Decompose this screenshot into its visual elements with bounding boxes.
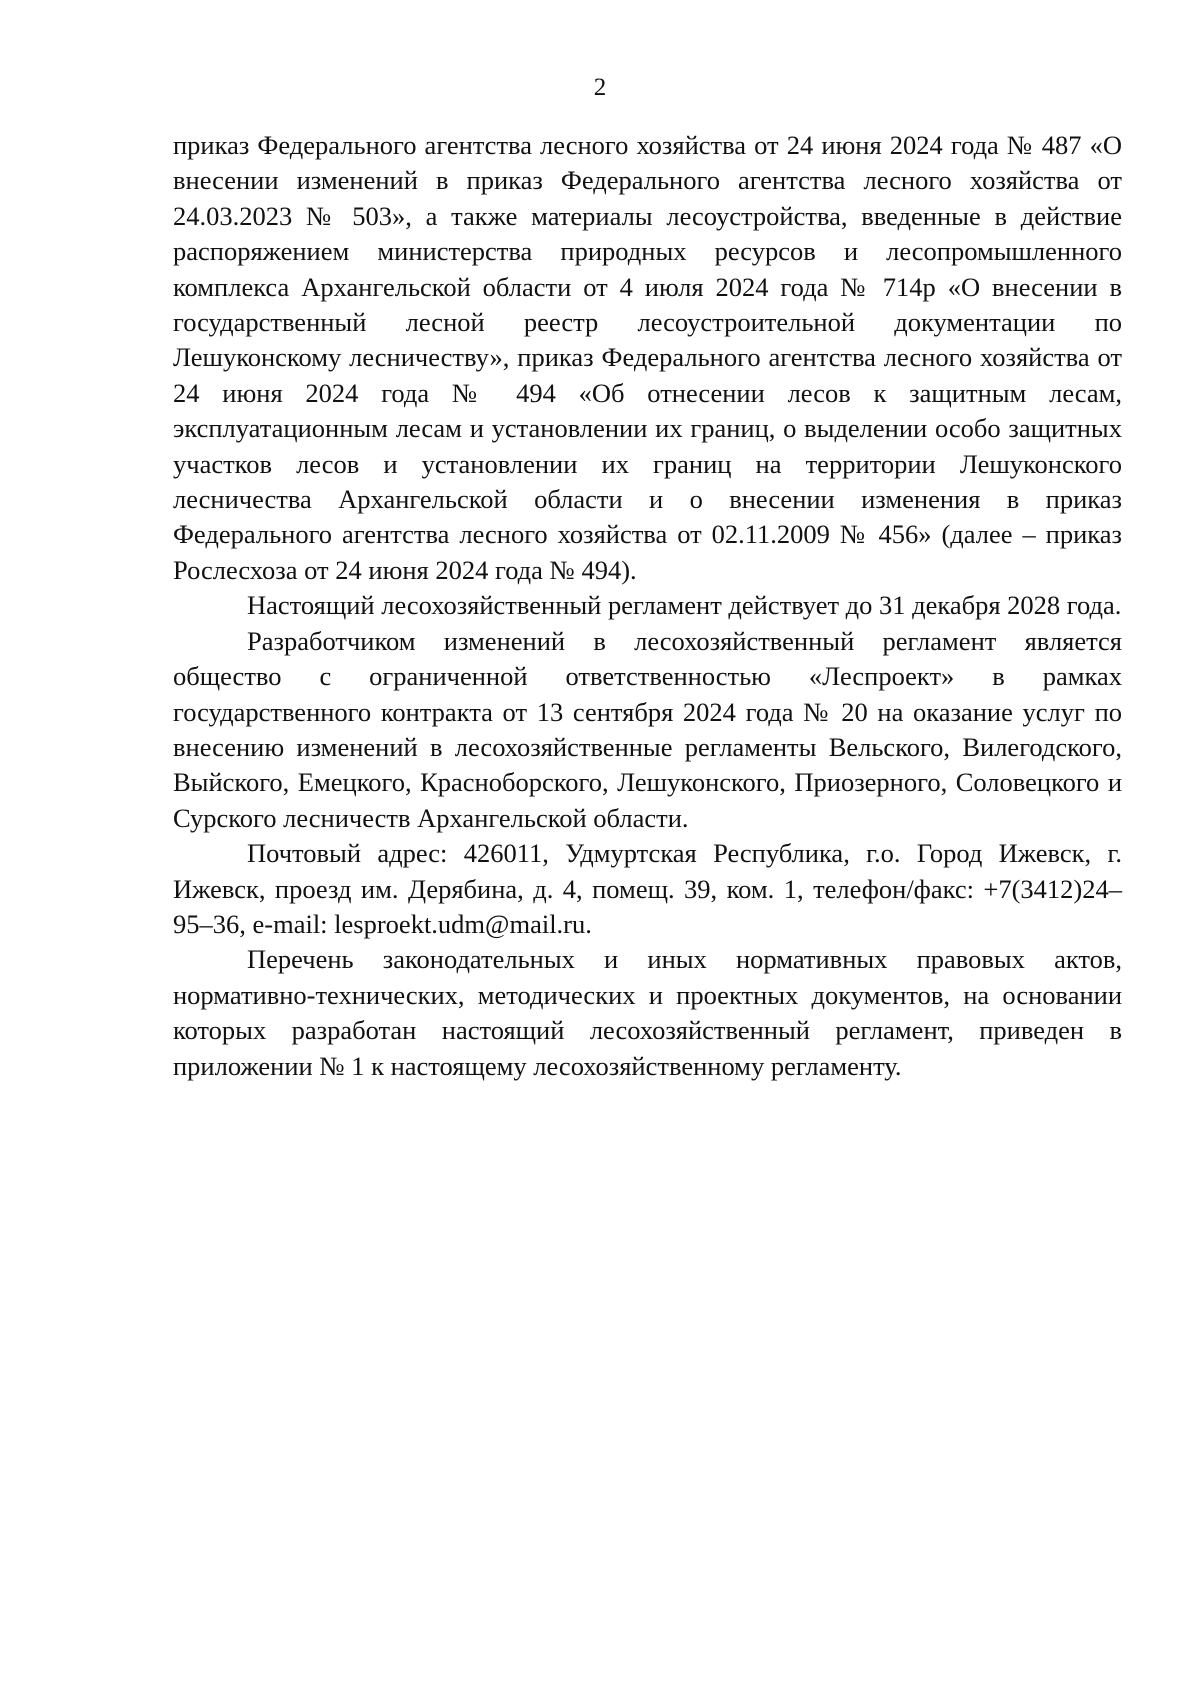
paragraph-continuation: приказ Федерального агентства лесного хозяйства от 24 июня 2024 года № 487 «О внесении изменений в приказ Федерального агентства лесного хозяйства от 24.03.2023 № 503», а также материалы лесоустройства, введенные в действие распоряжением министерства природных ресурсов и лесопромышленного комплекса Архангельской области от 4 июля 2024 года № 714р «О внесении в государственный лесной реестр лесоустроительной документации по Лешуконскому лесничеству», приказ Федерального агентства лесного хозяйства от 24 июня 2024 года № 494 «Об отнесении лесов к защитным лесам, эксплуатационным лесам и установлении их границ, о выделении особо защитных участков лесов и установлении их границ на территории Лешуконского лесничества Архангельской области и о внесении изменения в приказ Федерального агентства лесного хозяйства от 02.11.2009 № 456» (далее – приказ Рослесхоза от 24 июня 2024 года № 494).	[173, 130, 1122, 585]
page-number: 2	[593, 74, 607, 101]
paragraph-validity: Настоящий лесохозяйственный регламент действует до 31 декабря 2028 года.	[247, 590, 1122, 621]
paragraph-legal-acts-list: Перечень законодательных и иных нормативных правовых актов, нормативно-технических, методических и проектных документов, на основании которых разработан настоящий лесохозяйственный регламент, приведен в приложении № 1 к настоящему лесохозяйственному регламенту.	[173, 944, 1122, 1081]
document-body	[173, 128, 1122, 1084]
paragraph-developer: Разработчиком изменений в лесохозяйственный регламент является общество с ограниченной ответственностью «Леспроект» в рамках государственного контракта от 13 сентября 2024 года № 20 на оказание услуг по внесению изменений в лесохозяйственные регламенты Вельского, Вилегодского, Выйского, Емецкого, Красноборского, Лешуконского, Приозерного, Соловецкого и Сурского лесничеств Архангельской области.	[173, 625, 1122, 833]
paragraph-postal-address: Почтовый адрес: 426011, Удмуртская Республика, г.о. Город Ижевск, г. Ижевск, проезд им. Дерябина, д. 4, помещ. 39, ком. 1, телефон/факс: +7(3412)24–95–36, e-mail: lesproekt.udm@mail.ru.	[173, 838, 1122, 939]
